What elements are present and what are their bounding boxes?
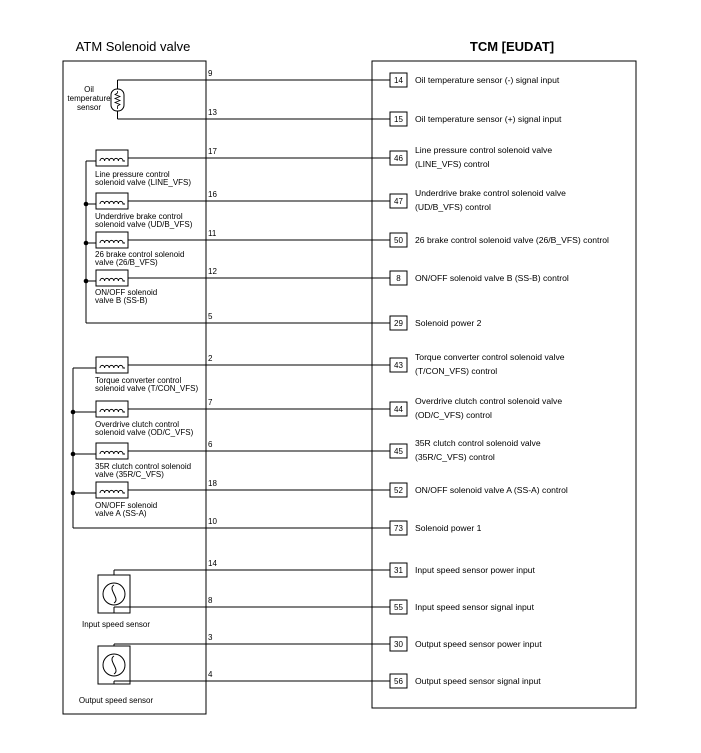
tcm-pin-number: 47 bbox=[394, 197, 403, 206]
solenoid-coil-icon bbox=[86, 193, 193, 229]
solenoid-label-2: solenoid valve (OD/C_VFS) bbox=[95, 428, 194, 437]
tcm-signal-label: Output speed sensor signal input bbox=[415, 676, 541, 686]
ac-wave-icon bbox=[112, 656, 116, 674]
solenoid-label-2: valve B (SS-B) bbox=[95, 296, 148, 305]
tcm-signal-label: 26 brake control solenoid valve (26/B_VFS) control bbox=[415, 235, 609, 245]
tcm-pin-number: 14 bbox=[394, 76, 403, 85]
solenoid-label-2: valve A (SS-A) bbox=[95, 509, 147, 518]
left-pin-number: 8 bbox=[208, 596, 213, 605]
tcm-signal-label: Input speed sensor signal input bbox=[415, 602, 534, 612]
oil-sensor-label-1: Oil bbox=[84, 85, 94, 94]
solenoid-label-1: Underdrive brake control bbox=[95, 212, 183, 221]
tcm-title: TCM [EUDAT] bbox=[469, 39, 555, 54]
tcm-pin-number: 73 bbox=[394, 524, 403, 533]
solenoid-label-2: valve (26/B_VFS) bbox=[95, 258, 158, 267]
output-speed-sensor-label: Output speed sensor bbox=[78, 696, 154, 705]
tcm-signal-label: Input speed sensor power input bbox=[415, 565, 535, 575]
oil-sensor-label-2: temperature bbox=[67, 94, 111, 103]
solenoid-coil-icon bbox=[86, 270, 157, 305]
tcm-pin-number: 8 bbox=[396, 274, 401, 283]
left-pin-number: 6 bbox=[208, 440, 213, 449]
tcm-signal-label: ON/OFF solenoid valve A (SS-A) control bbox=[415, 485, 568, 495]
tcm-pin-number: 45 bbox=[394, 447, 403, 456]
tcm-signal-label: Oil temperature sensor (+) signal input bbox=[415, 114, 562, 124]
tcm-pin-number: 50 bbox=[394, 236, 403, 245]
tcm-signal-label: Line pressure control solenoid valve bbox=[415, 145, 553, 155]
tcm-signal-label: (OD/C_VFS) control bbox=[415, 410, 492, 420]
left-pin-number: 16 bbox=[208, 190, 217, 199]
tcm-signal-label: Solenoid power 2 bbox=[415, 318, 482, 328]
tcm-signal-label: (UD/B_VFS) control bbox=[415, 202, 491, 212]
solenoid-coil-icon bbox=[86, 401, 194, 437]
tcm-signal-label: Oil temperature sensor (-) signal input bbox=[415, 75, 560, 85]
ac-wave-icon bbox=[112, 585, 116, 603]
output-speed-sensor bbox=[79, 644, 154, 705]
solenoid-group bbox=[71, 150, 199, 528]
oil-sensor-label-3: sensor bbox=[76, 103, 102, 112]
solenoid-label-1: Line pressure control bbox=[95, 170, 170, 179]
tcm-signal-label: (T/CON_VFS) control bbox=[415, 366, 498, 376]
tcm-pin-number: 56 bbox=[394, 677, 403, 686]
tcm-pin-number: 55 bbox=[394, 603, 403, 612]
resistor-zigzag-icon bbox=[115, 91, 120, 109]
left-pin-number: 14 bbox=[208, 559, 217, 568]
junction-dot bbox=[84, 279, 89, 284]
left-pin-number: 3 bbox=[208, 633, 213, 642]
tcm-signal-label: Solenoid power 1 bbox=[415, 523, 482, 533]
solenoid-label-1: Torque converter control bbox=[95, 376, 182, 385]
tcm-pin-number: 43 bbox=[394, 361, 403, 370]
left-pin-number: 5 bbox=[208, 312, 213, 321]
solenoid-coil-icon bbox=[86, 357, 198, 393]
tcm-pin-number: 30 bbox=[394, 640, 403, 649]
solenoid-label-2: solenoid valve (LINE_VFS) bbox=[95, 178, 192, 187]
tcm-signal-label: (LINE_VFS) control bbox=[415, 159, 490, 169]
solenoid-coil-icon bbox=[86, 443, 191, 479]
left-pin-number: 13 bbox=[208, 108, 217, 117]
solenoid-label-1: ON/OFF solenoid bbox=[95, 288, 158, 297]
junction-dot bbox=[71, 452, 76, 457]
left-pin-number: 17 bbox=[208, 147, 217, 156]
left-pin-number: 18 bbox=[208, 479, 217, 488]
left-pin-number: 10 bbox=[208, 517, 217, 526]
tcm-signal-label: (35R/C_VFS) control bbox=[415, 452, 495, 462]
left-pin-number: 11 bbox=[208, 229, 217, 238]
left-pin-number: 4 bbox=[208, 670, 213, 679]
solenoid-label-2: valve (35R/C_VFS) bbox=[95, 470, 164, 479]
solenoid-coil-icon bbox=[86, 232, 184, 267]
tcm-signal-label: Underdrive brake control solenoid valve bbox=[415, 188, 566, 198]
tcm-pin-number: 44 bbox=[394, 405, 403, 414]
input-speed-sensor-label: Input speed sensor bbox=[81, 620, 151, 629]
solenoid-label-1: 26 brake control solenoid bbox=[95, 250, 185, 259]
left-pin-number: 12 bbox=[208, 267, 217, 276]
junction-dot bbox=[71, 410, 76, 415]
junction-dot bbox=[84, 202, 89, 207]
tcm-signal-label: 35R clutch control solenoid valve bbox=[415, 438, 541, 448]
tcm-signal-label: Overdrive clutch control solenoid valve bbox=[415, 396, 563, 406]
solenoid-coil-icon bbox=[86, 150, 191, 187]
solenoid-label-1: Overdrive clutch control bbox=[95, 420, 180, 429]
left-pin-number: 7 bbox=[208, 398, 213, 407]
oil-temperature-sensor bbox=[67, 80, 124, 119]
tcm-pin-number: 52 bbox=[394, 486, 403, 495]
tcm-pin-number: 29 bbox=[394, 319, 403, 328]
junction-dot bbox=[84, 241, 89, 246]
solenoid-label-2: solenoid valve (UD/B_VFS) bbox=[95, 220, 193, 229]
left-pin-number: 2 bbox=[208, 354, 213, 363]
solenoid-label-2: solenoid valve (T/CON_VFS) bbox=[95, 384, 199, 393]
junction-dot bbox=[71, 491, 76, 496]
tcm-pin-number: 31 bbox=[394, 566, 403, 575]
tcm-signal-label: Torque converter control solenoid valve bbox=[415, 352, 565, 362]
solenoid-label-1: 35R clutch control solenoid bbox=[95, 462, 192, 471]
solenoid-label-1: ON/OFF solenoid bbox=[95, 501, 158, 510]
speed-sensor-group bbox=[79, 570, 154, 705]
tcm-signal-label: Output speed sensor power input bbox=[415, 639, 542, 649]
input-speed-sensor bbox=[82, 570, 150, 629]
tcm-pin-number: 46 bbox=[394, 154, 403, 163]
tcm-pin-number: 15 bbox=[394, 115, 403, 124]
tcm-signal-label: ON/OFF solenoid valve B (SS-B) control bbox=[415, 273, 569, 283]
left-pin-number: 9 bbox=[208, 69, 213, 78]
solenoid-coil-icon bbox=[86, 482, 157, 518]
atm-solenoid-title: ATM Solenoid valve bbox=[75, 39, 191, 54]
